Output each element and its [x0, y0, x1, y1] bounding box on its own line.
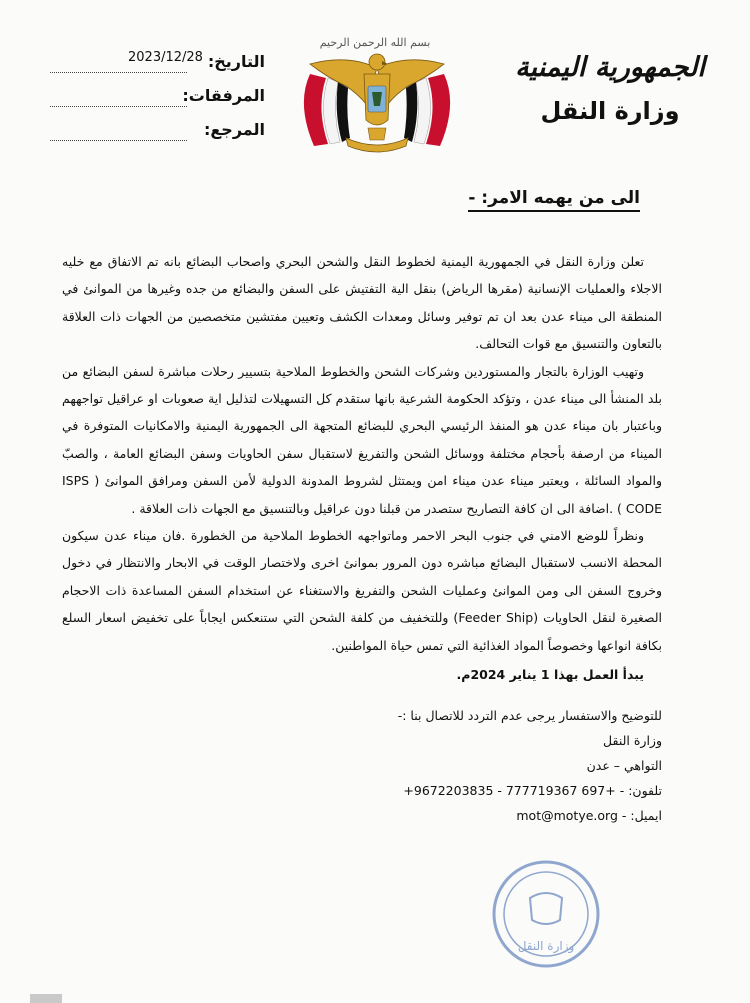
letterhead-ministry: [510, 52, 710, 125]
official-stamp-icon: [490, 858, 602, 970]
contact-intro: للتوضيح والاستفسار يرجى عدم التردد للاتصال بنا :-: [397, 707, 662, 723]
contact-location: التواهي – عدن: [586, 757, 662, 773]
reference-row: [50, 120, 265, 154]
date-row: [50, 52, 265, 86]
phone-value: +9672203835 - 777719367 697+: [403, 782, 616, 798]
contact-org: وزارة النقل: [603, 732, 662, 748]
scan-corner-mark: [30, 994, 62, 1003]
date-label: التاريخ:: [207, 52, 265, 71]
addressee-heading: الى من يهمه الامر: -: [468, 188, 640, 212]
basmala: بسم الله الرحمن الرحيم: [319, 36, 431, 49]
date-line: [50, 72, 187, 73]
yemen-emblem-icon: [288, 34, 466, 164]
ministry-name: وزارة النقل: [540, 97, 680, 125]
paragraph-2: وتهيب الوزارة بالتجار والمستوردين وشركات الشحن والخطوط الملاحية بتسيير رحلات مباشرة لسفن البضائع من بلد المنشأ الى ميناء عدن ، وتؤكد الحكومة الشرعية بانها ستقدم كل التسهيلات لتذليل اية صعوبات او عراقيل تواجههم وباعتبار بان ميناء عدن هو المنفذ الرئيسي البحري للبضائع المتجهة الى الجمهورية اليمنية والامكانيات المتوفرة في الميناء من ارصفة بأحجام مختلفة ووسائل الشحن والتفريغ لاستقبال سفن الحاويات وسفن البضائع العامة ، والصبّ والمواد السائلة ، ويعتبر ميناء عدن ميناء امن ويمتثل لشروط المدونة الدولية لأمن السفن ومرافق الموانئ ( ISPS CODE ) .اضافة الى ان كافة التصاريح ستصدر من قبلنا دون عراقيل وبالتنسيق مع الجهات ذات العلاقة .: [62, 363, 662, 516]
letter-meta: [50, 52, 265, 154]
contact-email-row: [62, 803, 662, 828]
attachments-label: المرفقات:: [182, 86, 265, 105]
date-value: 2023/12/28: [128, 50, 203, 65]
email-value: mot@motye.org: [516, 807, 618, 823]
email-label: ايميل: -: [621, 807, 662, 823]
reference-line: [50, 140, 187, 141]
reference-label: المرجع:: [203, 120, 265, 139]
paragraph-3: ونظراً للوضع الامني في جنوب البحر الاحمر وماتواجهه الخطوط الملاحية من الخطورة .فان ميناء عدن سيكون المحطة الانسب لاستقبال البضائع مباشره دون المرور بموانئ اخرى ولاختصار الوقت في الابحار والانتظار في دخول وخروج السفن الى ومن الموانئ وعمليات الشحن والتفريغ والاستغناء عن استخدام السفن المساعدة ذات الاحجام الصغيرة لنقل الحاويات (Feeder Ship) وللتخفيف من كلفة الشحن التي ستنعكس ايجاباً على تخفيض اسعار السلع بكافة انواعها وخصوصاً المواد الغذائية التي تمس حياة المواطنين.: [62, 528, 663, 653]
contact-phone-row: [62, 778, 662, 803]
stamp-text: وزارة النقل: [517, 939, 575, 953]
phone-label: تلفون: -: [619, 782, 662, 798]
paragraph-1: تعلن وزارة النقل في الجمهورية اليمنية لخطوط النقل والشحن البحري واصحاب البضائع بانه تم الاتفاق مع خليه الاجلاء والعمليات الإنسانية (مقرها الرياض) بنقل الية التفتيش على السفن والبضائع من جده وغيرها من الموانئ في المنطقة الى ميناء عدن بعد ان تم توفير وسائل ومعدات الكشف وتعيين مفتشين متخصصين من الجهات ذات العلاقة بالتعاون والتنسيق مع قوات التحالف.: [62, 254, 662, 352]
letter-body: [62, 248, 662, 828]
attachments-row: [50, 86, 265, 120]
attachments-line: [50, 106, 187, 107]
start-date-note: يبدأ العمل بهذا 1 يناير 2024م.: [456, 667, 644, 683]
contact-block: [62, 703, 662, 828]
republic-name: الجمهورية اليمنية: [515, 52, 705, 83]
